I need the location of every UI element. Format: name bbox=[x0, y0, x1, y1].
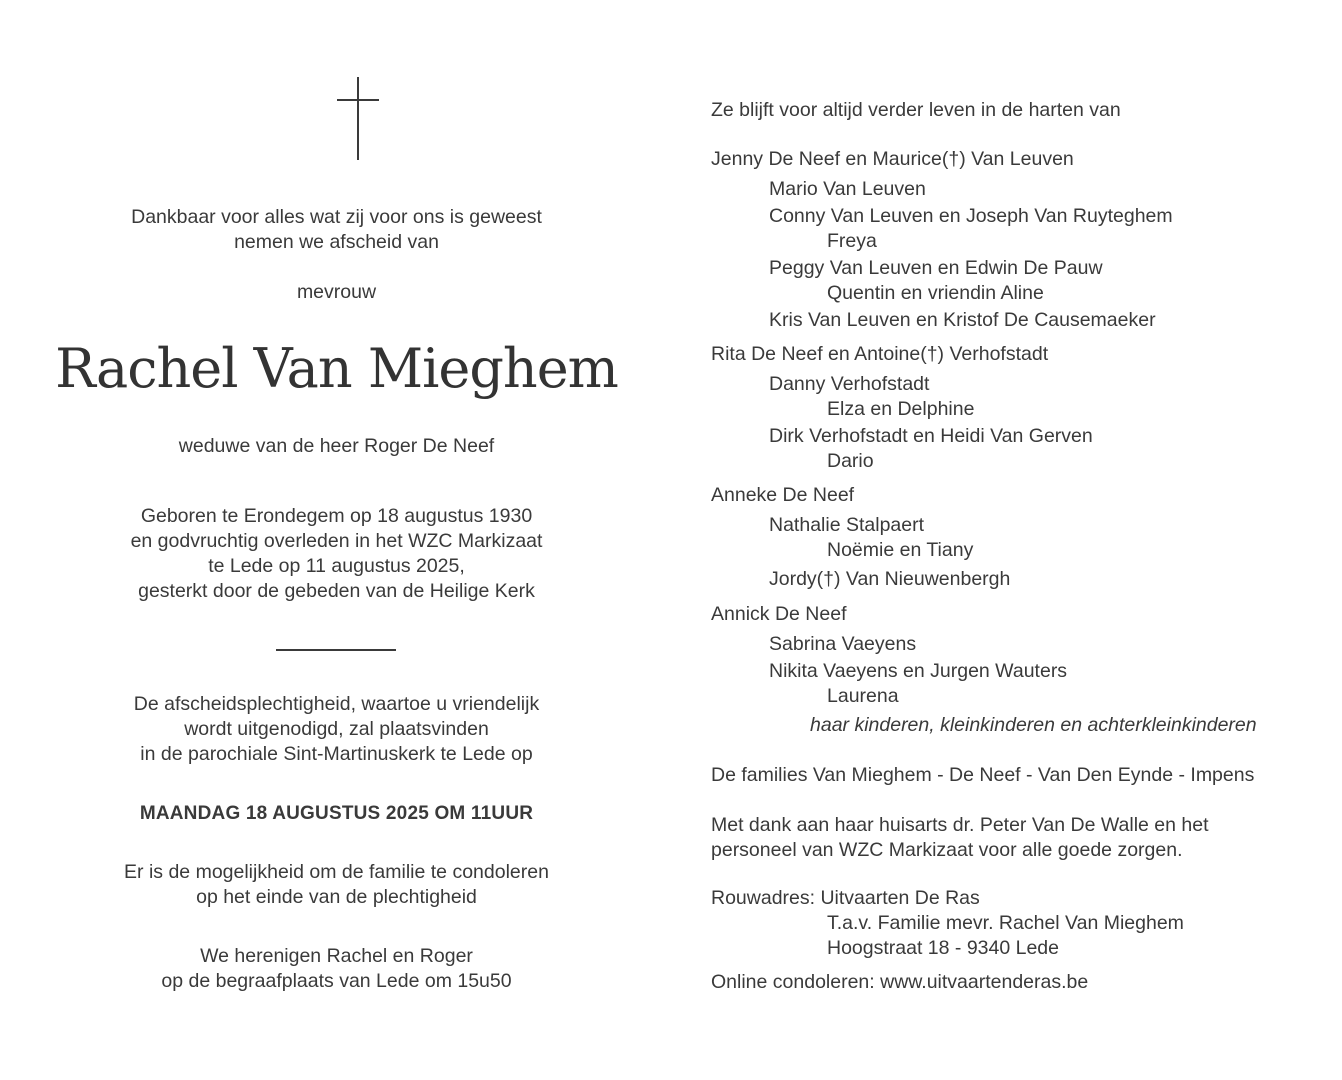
family-member: Dirk Verhofstadt en Heidi Van Gerven bbox=[769, 425, 1093, 447]
birth-line: te Lede op 11 augustus 2025, bbox=[208, 555, 465, 577]
online-condolence-link[interactable]: Online condoleren: www.uitvaartenderas.be bbox=[711, 971, 1089, 993]
family-member: Noëmie en Tiany bbox=[827, 539, 974, 561]
address-line: T.a.v. Familie mevr. Rachel Van Mieghem bbox=[827, 912, 1184, 934]
family-heading: Ze blijft voor altijd verder leven in de harten van bbox=[711, 99, 1121, 121]
family-member: Freya bbox=[827, 230, 877, 252]
ceremony-line: in de parochiale Sint-Martinuskerk te Lede op bbox=[140, 743, 533, 765]
condolence-line: op het einde van de plechtigheid bbox=[196, 886, 477, 908]
family-member: Mario Van Leuven bbox=[769, 178, 926, 200]
burial-line: op de begraafplaats van Lede om 15u50 bbox=[161, 970, 512, 992]
widow-line: weduwe van de heer Roger De Neef bbox=[178, 435, 495, 457]
condolence-text bbox=[40, 860, 633, 910]
family-member: Nathalie Stalpaert bbox=[769, 514, 925, 536]
divider-line bbox=[276, 649, 396, 651]
burial-text bbox=[40, 944, 633, 994]
birth-death-text bbox=[40, 504, 633, 604]
family-member: Anneke De Neef bbox=[711, 484, 855, 506]
family-member: Rita De Neef en Antoine(†) Verhofstadt bbox=[711, 343, 1049, 365]
birth-line: en godvruchtig overleden in het WZC Markizaat bbox=[130, 530, 543, 552]
deceased-name: Rachel Van Mieghem bbox=[55, 337, 618, 400]
thanks-line: Met dank aan haar huisarts dr. Peter Van De Walle en het bbox=[711, 814, 1209, 836]
condolence-line: Er is de mogelijkheid om de familie te condoleren bbox=[124, 861, 549, 883]
cross-icon bbox=[337, 77, 379, 161]
relation-caption: haar kinderen, kleinkinderen en achterkleinkinderen bbox=[810, 714, 1257, 736]
families-line: De families Van Mieghem - De Neef - Van Den Eynde - Impens bbox=[711, 764, 1255, 786]
family-member: Quentin en vriendin Aline bbox=[827, 282, 1044, 304]
thanks-line: personeel van WZC Markizaat voor alle goede zorgen. bbox=[711, 839, 1183, 861]
family-member: Conny Van Leuven en Joseph Van Ruyteghem bbox=[769, 205, 1173, 227]
intro-text bbox=[40, 205, 633, 255]
birth-line: Geboren te Erondegem op 18 augustus 1930 bbox=[140, 505, 533, 527]
ceremony-line: De afscheidsplechtigheid, waartoe u vriendelijk bbox=[133, 693, 540, 715]
family-member: Kris Van Leuven en Kristof De Causemaeker bbox=[769, 309, 1156, 331]
address-label: Rouwadres: Uitvaarten De Ras bbox=[711, 887, 980, 909]
family-member: Jenny De Neef en Maurice(†) Van Leuven bbox=[711, 148, 1074, 170]
burial-line: We herenigen Rachel en Roger bbox=[200, 945, 473, 967]
honorific: mevrouw bbox=[296, 281, 377, 303]
family-member: Peggy Van Leuven en Edwin De Pauw bbox=[769, 257, 1103, 279]
family-member: Elza en Delphine bbox=[827, 398, 975, 420]
ceremony-date: MAANDAG 18 AUGUSTUS 2025 OM 11UUR bbox=[139, 803, 534, 824]
family-member: Nikita Vaeyens en Jurgen Wauters bbox=[769, 660, 1068, 682]
address-line: Hoogstraat 18 - 9340 Lede bbox=[827, 937, 1060, 959]
family-member: Sabrina Vaeyens bbox=[769, 633, 917, 655]
family-member: Annick De Neef bbox=[711, 603, 847, 625]
family-member: Danny Verhofstadt bbox=[769, 373, 930, 395]
family-member: Jordy(†) Van Nieuwenbergh bbox=[769, 568, 1011, 590]
intro-line: nemen we afscheid van bbox=[234, 231, 439, 253]
birth-line: gesterkt door de gebeden van de Heilige Kerk bbox=[138, 580, 535, 602]
ceremony-text bbox=[40, 692, 633, 767]
family-member: Dario bbox=[827, 450, 874, 472]
ceremony-line: wordt uitgenodigd, zal plaatsvinden bbox=[184, 718, 489, 740]
intro-line: Dankbaar voor alles wat zij voor ons is geweest bbox=[131, 206, 542, 228]
family-member: Laurena bbox=[827, 685, 899, 707]
